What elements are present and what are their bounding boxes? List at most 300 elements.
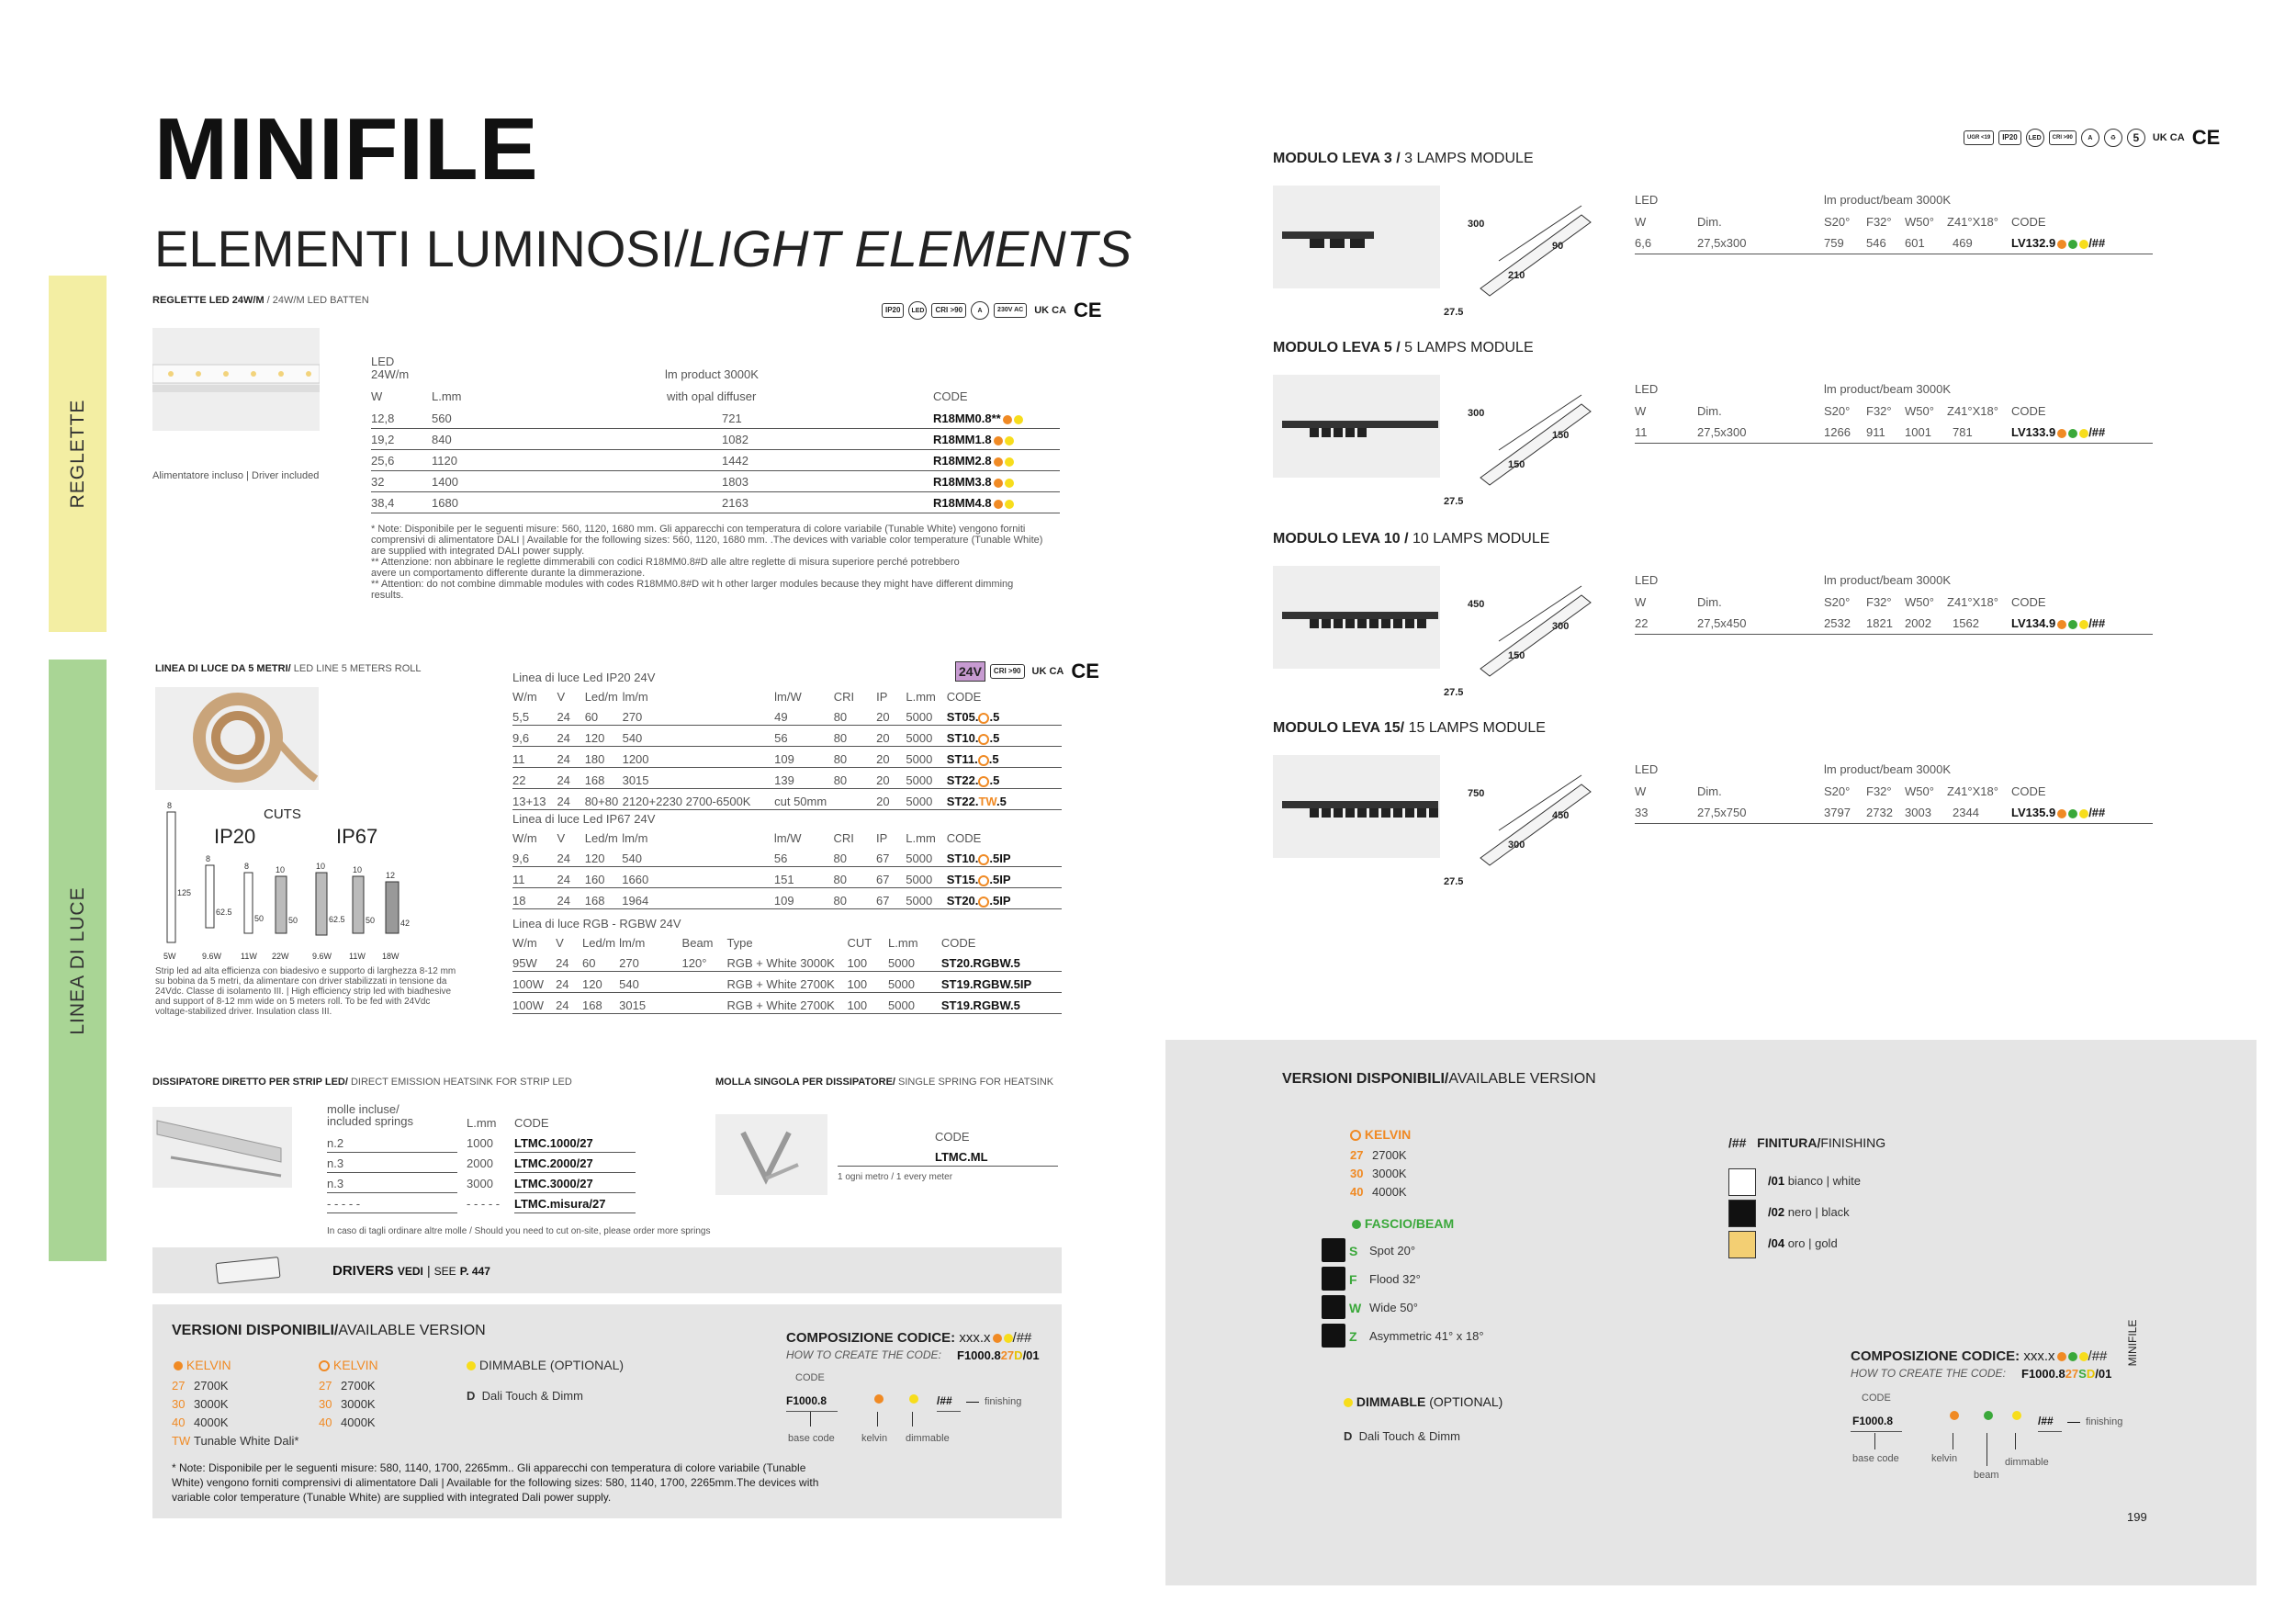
module-code-text: LV132.9	[2011, 236, 2056, 250]
cut-width-label: 10	[316, 862, 326, 871]
table-row	[512, 951, 1062, 972]
reglette-cell: 12,8	[371, 412, 395, 425]
table-cell: 5000	[906, 867, 946, 888]
module-cell: 759	[1824, 236, 1844, 250]
tw-label: Tunable White Dali*	[194, 1434, 299, 1448]
comp-left-suffix: /##	[1012, 1330, 1032, 1346]
dissipatore-code: LTMC.2000/27	[514, 1156, 593, 1170]
module-cell: 27,5x450	[1697, 616, 1747, 630]
module-code	[2011, 616, 2105, 630]
module-cell: W	[1635, 595, 1647, 609]
table-header-cell: L.mm	[906, 831, 936, 845]
table-cell: 540	[623, 726, 775, 747]
table-cell: 67	[876, 846, 906, 867]
drivers-label: DRIVERS	[332, 1263, 394, 1279]
reglette-code	[933, 496, 1014, 510]
table-cell: 100	[847, 951, 888, 972]
kelvin-col-2	[319, 1358, 378, 1372]
cut-strip	[167, 812, 175, 942]
table-row	[512, 705, 1062, 726]
kelvin-col-1	[172, 1358, 231, 1372]
dimmable-heading	[465, 1358, 624, 1372]
table-code: ST22. .5	[947, 768, 1062, 789]
comp-left-dimmable: dimmable	[906, 1433, 950, 1444]
comp-right-how	[1851, 1367, 2006, 1380]
example-pre: F1000.8	[957, 1348, 1001, 1362]
cut-length-label: 62.5	[329, 915, 345, 924]
table-row	[512, 747, 1062, 768]
comp-right-b-dot-icon	[1984, 1411, 1993, 1420]
right-kelvin-code: 30	[1350, 1167, 1364, 1180]
fascio-label: FASCIO/BEAM	[1364, 1216, 1455, 1231]
kelvin-dot-icon	[1003, 415, 1012, 424]
beam-code: F	[1349, 1272, 1357, 1287]
reglette-code-text: R18MM0.8**	[933, 412, 1001, 425]
table-cell: 24	[556, 993, 582, 1014]
module-code-suffix: /##	[2088, 616, 2106, 630]
comp-left-finishing: finishing	[985, 1396, 1022, 1407]
right-dali-code: D	[1344, 1429, 1353, 1443]
table-header-cell: CODE	[940, 936, 976, 950]
table-cell: RGB + White 2700K	[726, 972, 847, 993]
right-dimmable-dot-icon	[1344, 1398, 1353, 1407]
comp-left-kelvin: kelvin	[861, 1433, 888, 1444]
cut-watt-label: 5W	[163, 952, 176, 961]
reglette-note-line: are supplied with integrated DALI power supply.	[371, 546, 585, 557]
module-title	[1273, 720, 1546, 737]
kelvin-option	[319, 1377, 376, 1395]
row-rule	[514, 1152, 636, 1153]
dali-code: D	[467, 1389, 476, 1403]
kelvin-list-1	[172, 1377, 298, 1450]
linea-desc-line: Strip led ad alta efficienza con biadesivo e supporto di larghezza 8-12 mm	[155, 966, 456, 976]
module-drawing	[1444, 187, 1609, 318]
molla-code-rule	[838, 1166, 1058, 1167]
dimmable-dot-icon	[1014, 415, 1023, 424]
linea-desc-line: voltage-stabilized driver. Insulation class III.	[155, 1007, 332, 1017]
module-title-bold: MODULO LEVA 15/	[1273, 720, 1409, 736]
drivers-text[interactable]: DRIVERS VEDI | SEE P. 447	[332, 1263, 490, 1279]
module-cell: F32°	[1866, 595, 1892, 609]
r-tick-3	[1986, 1433, 1987, 1466]
table-header	[512, 684, 1062, 705]
module-code-text: LV133.9	[2011, 425, 2056, 439]
table-cell: cut 50mm	[774, 789, 876, 810]
reglette-note-line: ** Attention: do not combine dimmable modules with codes R18MM0.8#D wit h other larger modules because they might have different dimming	[371, 579, 1014, 590]
table-header-cell: V	[557, 831, 566, 845]
comp-left-hash-rule	[937, 1411, 961, 1412]
finish-label: oro | gold	[1787, 1236, 1838, 1250]
dimmable-dot-icon	[1005, 500, 1014, 509]
cut-strip	[244, 873, 253, 933]
module-table	[1635, 573, 2153, 637]
module-dim-label: 300	[1468, 219, 1485, 230]
right-kelvin-list	[1350, 1146, 1407, 1201]
ip67-label: IP67	[336, 825, 378, 848]
table-cell: 20	[876, 705, 906, 726]
kelvin-option	[172, 1414, 298, 1432]
comp-right-hash-rule	[2038, 1431, 2062, 1432]
ip20-icon-right: IP20	[1998, 130, 2020, 145]
tick-2	[877, 1412, 878, 1427]
module-cell: W	[1635, 404, 1647, 418]
r-example-post: /01	[2095, 1367, 2112, 1381]
dimmable-dot-icon	[1005, 436, 1014, 445]
module-cell: F32°	[1866, 215, 1892, 229]
fascio-heading	[1350, 1216, 1454, 1231]
beam-code: S	[1349, 1244, 1358, 1258]
table-header-cell: CODE	[946, 690, 982, 704]
page-subtitle	[154, 219, 1131, 278]
beam-icon	[1322, 1324, 1345, 1348]
side-label: MINIFILE	[2126, 1319, 2139, 1367]
module-cell: W50°	[1905, 595, 1934, 609]
module-rule	[1635, 443, 2153, 444]
module-cell: lm product/beam 3000K	[1824, 573, 1952, 587]
finish-option	[1768, 1236, 1838, 1250]
module-dim-label: 27.5	[1444, 307, 1464, 318]
linea-desc-line: 24Vdc. Classe di isolamento III. | High efficiency strip led with biadhesive	[155, 987, 452, 997]
table-cell: 100	[847, 972, 888, 993]
module-cell: 27,5x750	[1697, 806, 1747, 819]
table-cell: 9,6	[512, 846, 557, 867]
reglette-code-text: R18MM2.8	[933, 454, 992, 468]
reglette-col-lm: lm product 3000K	[665, 367, 759, 381]
module-dim-label: 27.5	[1444, 876, 1464, 887]
beam-label: Flood 32°	[1369, 1272, 1421, 1286]
module-cell: W50°	[1905, 215, 1934, 229]
dimmable-dot-icon	[2079, 429, 2088, 438]
module-title	[1273, 531, 1549, 547]
module-title-bold: MODULO LEVA 3 /	[1273, 151, 1405, 166]
table-cell: 11	[512, 867, 557, 888]
right-kelvin-label: KELVIN	[1364, 1127, 1412, 1142]
module-title-light: 3 LAMPS MODULE	[1404, 151, 1534, 166]
right-kelvin-value: 4000K	[1372, 1185, 1407, 1199]
dissipatore-cell: n.3	[327, 1156, 344, 1170]
kelvin-dot-icon	[2057, 240, 2066, 249]
reglette-note-line: results.	[371, 590, 404, 601]
comp-dim-dot-icon	[1004, 1334, 1013, 1343]
finish-bold: FINITURA/	[1757, 1135, 1821, 1150]
module-cell: 911	[1866, 425, 1885, 439]
module-photo	[1273, 375, 1440, 478]
table-row	[512, 726, 1062, 747]
table-cell: 20	[876, 768, 906, 789]
beam-icon	[1322, 1295, 1345, 1319]
table-header-cell: lm/m	[619, 936, 646, 950]
kelvin-option	[172, 1377, 298, 1395]
module-drawing	[1444, 757, 1609, 887]
versions-right-title	[1282, 1071, 1596, 1088]
comp-right-suffix: /##	[2088, 1348, 2108, 1364]
cut-width-label: 8	[167, 801, 173, 810]
comp-r-b-icon	[2068, 1352, 2077, 1361]
kelvin-option	[319, 1395, 376, 1414]
right-kelvin-code: 40	[1350, 1185, 1364, 1199]
table-cell: RGB + White 2700K	[726, 993, 847, 1014]
dissipatore-row	[327, 1174, 639, 1194]
versions-note-line: * Note: Disponibile per le seguenti misure: 580, 1140, 1700, 2265mm.. Gli apparecchi con temperatura di colore variabile (Tunable	[172, 1461, 806, 1474]
reglette-heading-bold: REGLETTE LED 24W/M	[152, 295, 264, 306]
table-code: ST22.TW.5	[947, 789, 1062, 810]
module-cell: CODE	[2011, 595, 2046, 609]
table-cell: 3015	[623, 768, 775, 789]
spring-image	[715, 1114, 827, 1195]
module-cell: Dim.	[1697, 595, 1722, 609]
module-code-suffix: /##	[2088, 806, 2106, 819]
module-cell: 22	[1635, 616, 1649, 630]
module-cell: 3797	[1824, 806, 1851, 819]
example-post: /01	[1022, 1348, 1040, 1362]
kelvin-value: 3000K	[341, 1397, 376, 1411]
table-header-cell: CRI	[833, 831, 854, 845]
reglette-code	[933, 454, 1014, 468]
reglette-row	[371, 471, 1060, 492]
table-code: ST05. .5	[947, 705, 1062, 726]
finish-code: /04	[1768, 1236, 1785, 1250]
right-kelvin-option	[1350, 1165, 1407, 1183]
table-cell: 270	[623, 705, 775, 726]
table-cell: 20	[876, 726, 906, 747]
cut-width-label: 8	[206, 854, 211, 863]
module-cell: 2344	[1953, 806, 1979, 819]
beam-icon	[1322, 1267, 1345, 1291]
reglette-heading-light: / 24W/M LED BATTEN	[264, 295, 369, 306]
comp-right-dimmable: dimmable	[2005, 1457, 2049, 1468]
cut-length-label: 125	[177, 888, 192, 897]
module-cell: Z41°X18°	[1947, 404, 1998, 418]
driver-icon	[211, 1255, 285, 1286]
table-code: ST19.RGBW.5	[941, 993, 1062, 1014]
reglette-rows	[371, 408, 1060, 513]
reglette-cell: 2163	[722, 496, 748, 510]
kelvin-dot-icon	[174, 1361, 183, 1370]
table-cell: 18	[512, 888, 557, 909]
table-cell: 100W	[512, 993, 556, 1014]
dissipatore-code: LTMC.misura/27	[514, 1197, 606, 1211]
table-header	[512, 930, 1062, 951]
table-cell: 49	[774, 705, 834, 726]
module-dim-label: 450	[1468, 599, 1485, 610]
kelvin-dot-icon	[2057, 809, 2066, 818]
dimmable-label: DIMMABLE	[478, 1358, 547, 1372]
comp-right-hash: /##	[2038, 1415, 2054, 1427]
module-cell: F32°	[1866, 404, 1892, 418]
linea-heading-light: LED LINE 5 METERS ROLL	[290, 663, 422, 674]
comp-right-k-dot-icon	[1950, 1411, 1959, 1420]
recycle-icon: ♻	[2104, 129, 2122, 147]
comp-right-finishing: finishing	[2086, 1416, 2123, 1427]
dimmable-dot-icon	[2079, 620, 2088, 629]
kelvin-ring-icon	[978, 713, 989, 724]
module-code-suffix: /##	[2088, 236, 2106, 250]
tw-mark: TW	[978, 795, 996, 808]
table-cell: 168	[582, 993, 619, 1014]
reglette-cell: 38,4	[371, 496, 395, 510]
reglette-note-line: * Note: Disponibile per le seguenti misure: 560, 1120, 1680 mm. Gli apparecchi con temperatura di colore variabile (Tunable White) vengono forniti	[371, 524, 1026, 535]
ip67-table	[512, 826, 1062, 909]
versions-note-line: variable color temperature (Tunable White) are supplied with integrated Dali power supply.	[172, 1491, 612, 1504]
comp-left-d-dot-icon	[909, 1394, 918, 1404]
module-cell: 33	[1635, 806, 1649, 819]
comp-left-base: F1000.8	[786, 1394, 827, 1407]
table-cell: 24	[557, 888, 584, 909]
module-cell: 469	[1953, 236, 1973, 250]
reglette-cell: 1803	[722, 475, 748, 489]
right-kelvin-code: 27	[1350, 1148, 1364, 1162]
cut-width-label: 12	[386, 871, 396, 880]
reglette-code-text: R18MM3.8	[933, 475, 992, 489]
tw-code: TW	[172, 1434, 191, 1448]
table-cell: 24	[557, 789, 584, 810]
ukca-icon-right: UK CA	[2152, 132, 2185, 143]
comp-right-how-label: HOW TO CREATE THE CODE:	[1851, 1367, 2006, 1380]
table-cell: 24	[557, 726, 584, 747]
cut-strip	[386, 882, 399, 933]
table-cell: 5000	[888, 972, 941, 993]
dissipatore-row	[327, 1154, 639, 1174]
table-cell: 168	[585, 768, 623, 789]
dissipatore-row	[327, 1194, 639, 1214]
table-cell: 180	[585, 747, 623, 768]
ce-icon: CE	[1074, 299, 1102, 321]
dissipatore-cell: n.2	[327, 1136, 344, 1150]
module-title-light: 5 LAMPS MODULE	[1404, 340, 1534, 355]
reglette-note-line: avere un comportamento differente durante la dimmerazione.	[371, 568, 646, 579]
table-cell: 5000	[906, 888, 946, 909]
table-cell: 80	[834, 768, 876, 789]
module-photo	[1273, 755, 1440, 858]
module-cell: 546	[1866, 236, 1886, 250]
module-dim-label: 300	[1552, 621, 1570, 632]
table-header-cell: L.mm	[888, 936, 918, 950]
table-cell: 80	[834, 867, 876, 888]
module-cell: Dim.	[1697, 215, 1722, 229]
reglette-cell: 721	[722, 412, 742, 425]
reglette-col-code: CODE	[933, 389, 968, 403]
reglette-cell: 1442	[722, 454, 748, 468]
finish-option	[1768, 1205, 1850, 1219]
kelvin-dot-icon	[2057, 429, 2066, 438]
module-cell: LED	[1635, 573, 1659, 587]
comp-right-base: F1000.8	[1852, 1415, 1894, 1427]
comp-left-title-bold: COMPOSIZIONE CODICE:	[786, 1330, 956, 1346]
kelvin-list-2	[319, 1377, 376, 1432]
class-a-icon: A	[971, 301, 989, 320]
cut-watt-label: 22W	[272, 952, 289, 961]
module-table	[1635, 382, 2153, 446]
table-cell: 67	[876, 867, 906, 888]
beam-code: W	[1349, 1301, 1362, 1315]
reglette-code-text: R18MM1.8	[933, 433, 992, 446]
module-cell: CODE	[2011, 784, 2046, 798]
linea-heading-bold: LINEA DI LUCE DA 5 METRI/	[155, 663, 291, 674]
table-cell: 95W	[512, 951, 556, 972]
cut-length-label: 62.5	[216, 908, 232, 917]
molla-heading	[715, 1077, 1053, 1088]
table-row	[512, 846, 1062, 867]
table-header-cell: Type	[726, 936, 753, 950]
cut-length-label: 50	[254, 914, 264, 923]
kelvin-value: 4000K	[194, 1415, 229, 1429]
molla-note: 1 ogni metro / 1 every meter	[838, 1172, 953, 1182]
tw-option	[172, 1432, 298, 1450]
rgb-table	[512, 930, 1062, 1014]
comp-left-dash	[966, 1402, 979, 1403]
table-header-cell: IP	[876, 690, 888, 704]
module-title	[1273, 151, 1534, 167]
table-header-cell: CRI	[833, 690, 855, 704]
right-kelvin-ring-icon	[1350, 1130, 1361, 1141]
kelvin-ring-icon	[319, 1360, 330, 1371]
ukca-icon: UK CA	[1034, 305, 1067, 316]
reglette-row	[371, 450, 1060, 471]
table-code: ST19.RGBW.5IP	[941, 972, 1062, 993]
table-cell: 109	[774, 747, 834, 768]
24v-badge: 24V	[955, 661, 985, 682]
table-header	[512, 826, 1062, 846]
r-example-d: D	[2086, 1367, 2096, 1381]
module-cell: W50°	[1905, 784, 1934, 798]
module-code	[2011, 806, 2105, 819]
led-icon-right: LED	[2026, 129, 2044, 147]
ip20-icon: IP20	[882, 303, 904, 318]
table-header-cell: IP	[875, 831, 888, 845]
right-dali-label: Dali Touch & Dimm	[1358, 1429, 1460, 1443]
table-cell	[682, 993, 727, 1014]
reglette-cell: 1120	[432, 454, 457, 468]
module-drawing	[1444, 377, 1609, 507]
module-cell: 781	[1953, 425, 1973, 439]
table-cell: 120°	[682, 951, 727, 972]
right-cert-icons	[1964, 126, 2220, 150]
reglette-code	[933, 433, 1014, 446]
comp-left-hash: /##	[937, 1394, 952, 1407]
table-cell: 9,6	[512, 726, 557, 747]
module-photo	[1273, 566, 1440, 669]
versions-left-panel	[152, 1304, 1062, 1518]
dissipatore-heading	[152, 1077, 572, 1088]
comp-right-kelvin: kelvin	[1931, 1453, 1958, 1464]
driver-note: Alimentatore incluso | Driver included	[152, 470, 320, 481]
heatsink-photo	[152, 1107, 292, 1188]
right-dimmable-optional: (OPTIONAL)	[1429, 1394, 1503, 1409]
table-cell: 5000	[906, 726, 946, 747]
reglette-cell: 32	[371, 475, 385, 489]
reglette-col-lmm: L.mm	[432, 389, 462, 403]
dimmable-dot-icon	[2079, 240, 2088, 249]
finish-label: bianco | white	[1787, 1174, 1861, 1188]
table-cell: 1964	[622, 888, 774, 909]
table-cell: 109	[774, 888, 834, 909]
reglette-heading	[152, 295, 369, 306]
dissipatore-code: LTMC.3000/27	[514, 1177, 593, 1190]
table-header-cell: W/m	[512, 690, 537, 704]
linea-desc-line: and support of 8-12 mm wide on 5 meters roll. To be fed with 24Vdc	[155, 997, 431, 1007]
dissipatore-heading-light: DIRECT EMISSION HEATSINK FOR STRIP LED	[347, 1077, 572, 1088]
table-cell: 540	[619, 972, 681, 993]
sidebar-reglette	[49, 276, 107, 632]
kelvin-code: 27	[172, 1379, 186, 1393]
comp-left-code-label: CODE	[795, 1372, 825, 1383]
cut-length-label: 50	[366, 916, 376, 925]
reglette-cell: 840	[432, 433, 452, 446]
module-code	[2011, 236, 2105, 250]
kelvin-dot-icon	[994, 500, 1003, 509]
dissipatore-row	[327, 1133, 639, 1154]
table-cell: 160	[585, 867, 623, 888]
